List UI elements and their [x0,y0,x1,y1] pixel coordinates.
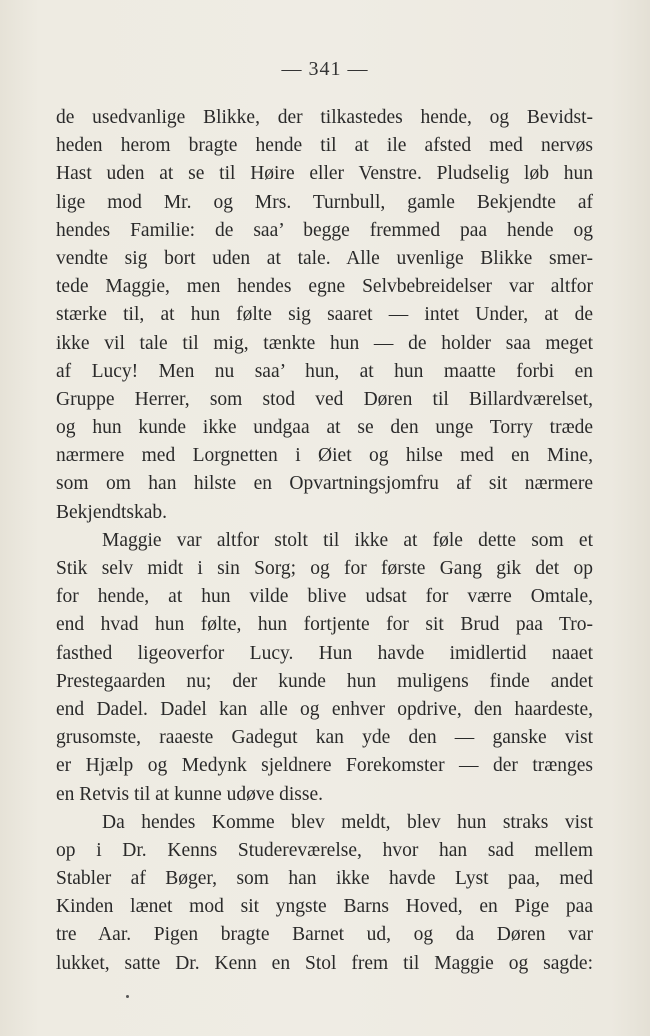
text-line: og hun kunde ikke undgaa at se den unge Torry træde [56,417,593,439]
text-line: som om han hilste en Opvartningsjomfru af sit nærmere [56,473,593,495]
text-line: for hende, at hun vilde blive udsat for værre Omtale, [56,586,593,608]
text-line: fasthed ligeoverfor Lucy. Hun havde imidlertid naaet [56,642,593,664]
text-line: Hast uden at se til Høire eller Venstre. Pludselig løb hun [56,163,593,185]
text-line: tre Aar. Pigen bragte Barnet ud, og da Døren var [56,924,593,946]
text-line: tede Maggie, men hendes egne Selvbebreidelser var altfor [56,276,593,298]
text-line: Maggie var altfor stolt til ikke at føle dette som et [102,529,593,551]
text-line: Prestegaarden nu; der kunde hun muligens finde andet [56,670,593,692]
text-line: heden herom bragte hende til at ile afsted med nervøs [56,135,593,157]
text-line: end hvad hun følte, hun fortjente for sit Brud paa Tro- [56,614,593,636]
text-line: vendte sig bort uden at tale. Alle uvenlige Blikke smer- [56,247,593,269]
text-line: Kinden lænet mod sit yngste Barns Hoved, en Pige paa [56,896,593,918]
text-line: lukket, satte Dr. Kenn en Stol frem til Maggie og sagde: [56,952,593,974]
paragraph [56,527,593,809]
text-line: Gruppe Herrer, som stod ved Døren til Billardværelset, [56,388,593,410]
text-line: er Hjælp og Medynk sjeldnere Forekomster — der trænges [56,755,593,777]
text-line: end Dadel. Dadel kan alle og enhver opdrive, den haardeste, [56,698,593,720]
text-line: hendes Familie: de saa’ begge fremmed paa hende og [56,219,593,241]
text-line: nærmere med Lorgnetten i Øiet og hilse med en Mine, [56,445,593,467]
text-line: stærke til, at hun følte sig saaret — intet Under, at de [56,304,593,326]
text-line: de usedvanlige Blikke, der tilkastedes hende, og Bevidst- [56,107,593,128]
ink-speck [126,995,129,998]
text-line: Bekjendtskab. [56,501,168,523]
body-text [56,104,593,978]
paragraph [56,104,593,527]
text-line: Stabler af Bøger, som han ikke havde Lyst paa, med [56,868,593,890]
text-line: grusomste, raaeste Gadegut kan yde den — ganske vist [56,727,593,749]
text-line: Stik selv midt i sin Sorg; og for første Gang gik det op [56,558,593,579]
text-line: ikke vil tale til mig, tænkte hun — de holder saa meget [56,332,593,354]
text-line: af Lucy! Men nu saa’ hun, at hun maatte forbi en [56,360,593,382]
text-line: Da hendes Komme blev meldt, blev hun straks vist [102,811,593,833]
paragraph [56,809,593,978]
page-number: — 341 — [281,58,369,80]
text-line: en Retvis til at kunne udøve disse. [56,783,324,805]
text-line: op i Dr. Kenns Studereværelse, hvor han sad mellem [56,839,593,861]
text-line: lige mod Mr. og Mrs. Turnbull, gamle Bekjendte af [56,191,593,213]
